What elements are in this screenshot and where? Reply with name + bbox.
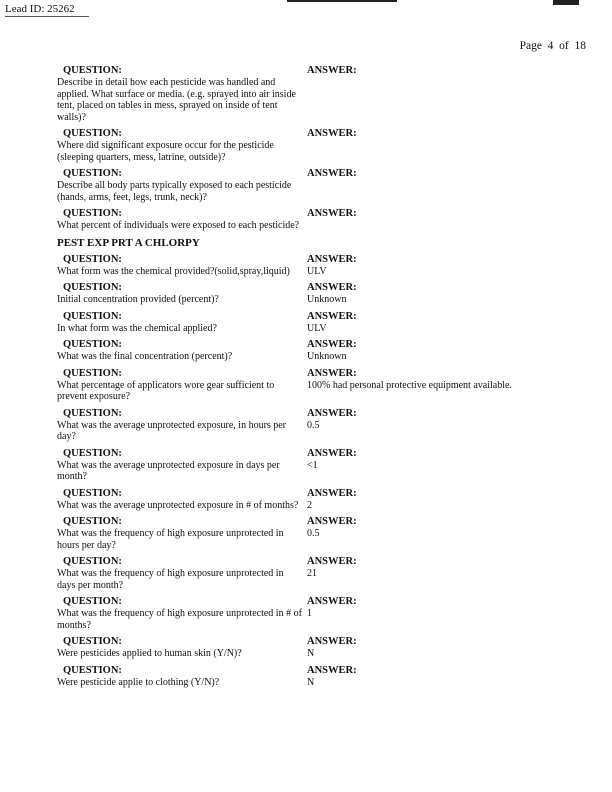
answer-label: ANSWER: (307, 253, 357, 265)
question-label: QUESTION: (63, 168, 122, 179)
question-cell (57, 555, 307, 591)
answer-text: <1 (307, 459, 318, 471)
answer-text: N (307, 676, 315, 688)
qa-row (57, 310, 562, 335)
answer-cell (307, 127, 562, 163)
answer-text: Unknown (307, 294, 347, 305)
question-text: Were pesticide applie to clothing (Y/N)? (57, 676, 220, 688)
qa-row (57, 595, 562, 631)
qa-row (57, 207, 562, 232)
question-label: QUESTION: (63, 487, 122, 499)
answer-label: ANSWER: (307, 487, 357, 499)
question-label: QUESTION: (63, 208, 122, 219)
answer-text: 2 (307, 499, 312, 511)
scan-artifact (553, 0, 579, 5)
answer-text: 100% had personal protective equipment available. (307, 379, 512, 391)
answer-cell (307, 664, 562, 689)
qa-row (57, 487, 562, 512)
answer-text: Unknown (307, 351, 347, 362)
qa-row (57, 635, 562, 660)
question-cell (57, 367, 307, 403)
question-label: QUESTION: (63, 636, 122, 647)
question-text: What was the average unprotected exposure in days per month? (57, 459, 280, 482)
question-label: QUESTION: (63, 65, 122, 76)
answer-label: ANSWER: (307, 636, 357, 647)
answer-cell (307, 207, 562, 232)
question-label: QUESTION: (63, 282, 122, 293)
answer-text: 0.5 (307, 419, 320, 431)
question-cell (57, 487, 307, 512)
question-text: What was the frequency of high exposure unprotected in hours per day? (57, 528, 284, 551)
question-text: What percentage of applicators wore gear sufficient to prevent exposure? (57, 379, 275, 402)
qa-row (57, 515, 562, 551)
question-text: Were pesticides applied to human skin (Y/N)? (57, 648, 242, 659)
question-label: QUESTION: (63, 367, 122, 379)
question-cell (57, 635, 307, 660)
question-cell (57, 515, 307, 551)
question-cell (57, 207, 307, 232)
qa-row (57, 407, 562, 443)
question-label: QUESTION: (63, 253, 122, 265)
answer-cell (307, 167, 562, 203)
qa-row (57, 64, 562, 123)
answer-label: ANSWER: (307, 664, 357, 676)
answer-text (307, 180, 562, 181)
answer-label: ANSWER: (307, 447, 357, 459)
question-cell (57, 253, 307, 278)
answer-text: N (307, 648, 315, 659)
question-cell (57, 447, 307, 483)
answer-cell (307, 447, 562, 483)
question-cell (57, 407, 307, 443)
question-label: QUESTION: (63, 556, 122, 567)
question-text: What was the frequency of high exposure unprotected in # of months? (57, 608, 302, 631)
answer-label: ANSWER: (307, 65, 357, 76)
answer-label: ANSWER: (307, 407, 357, 419)
question-label: QUESTION: (63, 516, 122, 527)
answer-cell (307, 515, 562, 551)
question-text: In what form was the chemical applied? (57, 322, 217, 334)
page-number: Page 4 of 18 (519, 40, 586, 52)
section-title: PEST EXP PRT A CHLORPY (57, 236, 200, 249)
answer-cell (307, 310, 562, 335)
question-label: QUESTION: (63, 128, 122, 139)
answer-text: ULV (307, 265, 327, 277)
question-text: What was the frequency of high exposure unprotected in days per month? (57, 568, 284, 591)
question-cell (57, 167, 307, 203)
answer-label: ANSWER: (307, 556, 357, 567)
answer-text (307, 220, 562, 221)
qa-row (57, 338, 562, 363)
answer-label: ANSWER: (307, 516, 357, 527)
qa-row (57, 253, 562, 278)
answer-label: ANSWER: (307, 310, 357, 322)
answer-text (307, 77, 562, 78)
question-cell (57, 338, 307, 363)
question-cell (57, 310, 307, 335)
answer-label: ANSWER: (307, 367, 357, 379)
answer-cell (307, 253, 562, 278)
qa-content (57, 64, 562, 692)
answer-cell (307, 595, 562, 631)
question-text: Initial concentration provided (percent)? (57, 294, 219, 305)
answer-text: 1 (307, 608, 312, 619)
answer-cell (307, 487, 562, 512)
qa-row (57, 367, 562, 403)
question-cell (57, 595, 307, 631)
answer-label: ANSWER: (307, 128, 357, 139)
question-label: QUESTION: (63, 339, 122, 350)
question-cell (57, 64, 307, 123)
qa-row (57, 447, 562, 483)
qa-row (57, 167, 562, 203)
question-text: What was the final concentration (percent)? (57, 351, 233, 362)
answer-label: ANSWER: (307, 208, 357, 219)
question-cell (57, 664, 307, 689)
answer-label: ANSWER: (307, 282, 357, 293)
answer-cell (307, 338, 562, 363)
question-cell (57, 127, 307, 163)
question-text: Describe in detail how each pesticide was handled and applied. What surface or media. (e.g. sprayed into air inside tent, placed on tables in mess, sprayed on inside of tent walls)? (57, 77, 296, 123)
lead-id: Lead ID: 25262 (5, 3, 89, 17)
question-label: QUESTION: (63, 596, 122, 607)
question-label: QUESTION: (63, 407, 122, 419)
question-label: QUESTION: (63, 447, 122, 459)
answer-text: 21 (307, 568, 317, 579)
answer-text: ULV (307, 322, 327, 334)
question-text: Where did significant exposure occur for the pesticide (sleeping quarters, mess, latrine, outside)? (57, 140, 274, 163)
answer-cell (307, 281, 562, 306)
scan-artifact (287, 0, 397, 2)
question-label: QUESTION: (63, 664, 122, 676)
question-text: What was the average unprotected exposure, in hours per day? (57, 419, 287, 442)
question-text: What form was the chemical provided?(solid,spray,liquid) (57, 265, 290, 277)
qa-row (57, 127, 562, 163)
answer-cell (307, 367, 562, 403)
qa-row (57, 555, 562, 591)
answer-text (307, 140, 562, 141)
answer-text: 0.5 (307, 528, 320, 539)
question-text: What percent of individuals were exposed to each pesticide? (57, 220, 300, 231)
answer-label: ANSWER: (307, 168, 357, 179)
question-cell (57, 281, 307, 306)
answer-label: ANSWER: (307, 339, 357, 350)
qa-row (57, 281, 562, 306)
question-text: What was the average unprotected exposure in # of months? (57, 499, 299, 511)
answer-label: ANSWER: (307, 596, 357, 607)
answer-cell (307, 555, 562, 591)
answer-cell (307, 64, 562, 123)
answer-cell (307, 407, 562, 443)
question-text: Describe all body parts typically exposed to each pesticide (hands, arms, feet, legs, trunk, neck)? (57, 180, 292, 203)
qa-row (57, 664, 562, 689)
answer-cell (307, 635, 562, 660)
question-label: QUESTION: (63, 310, 122, 322)
